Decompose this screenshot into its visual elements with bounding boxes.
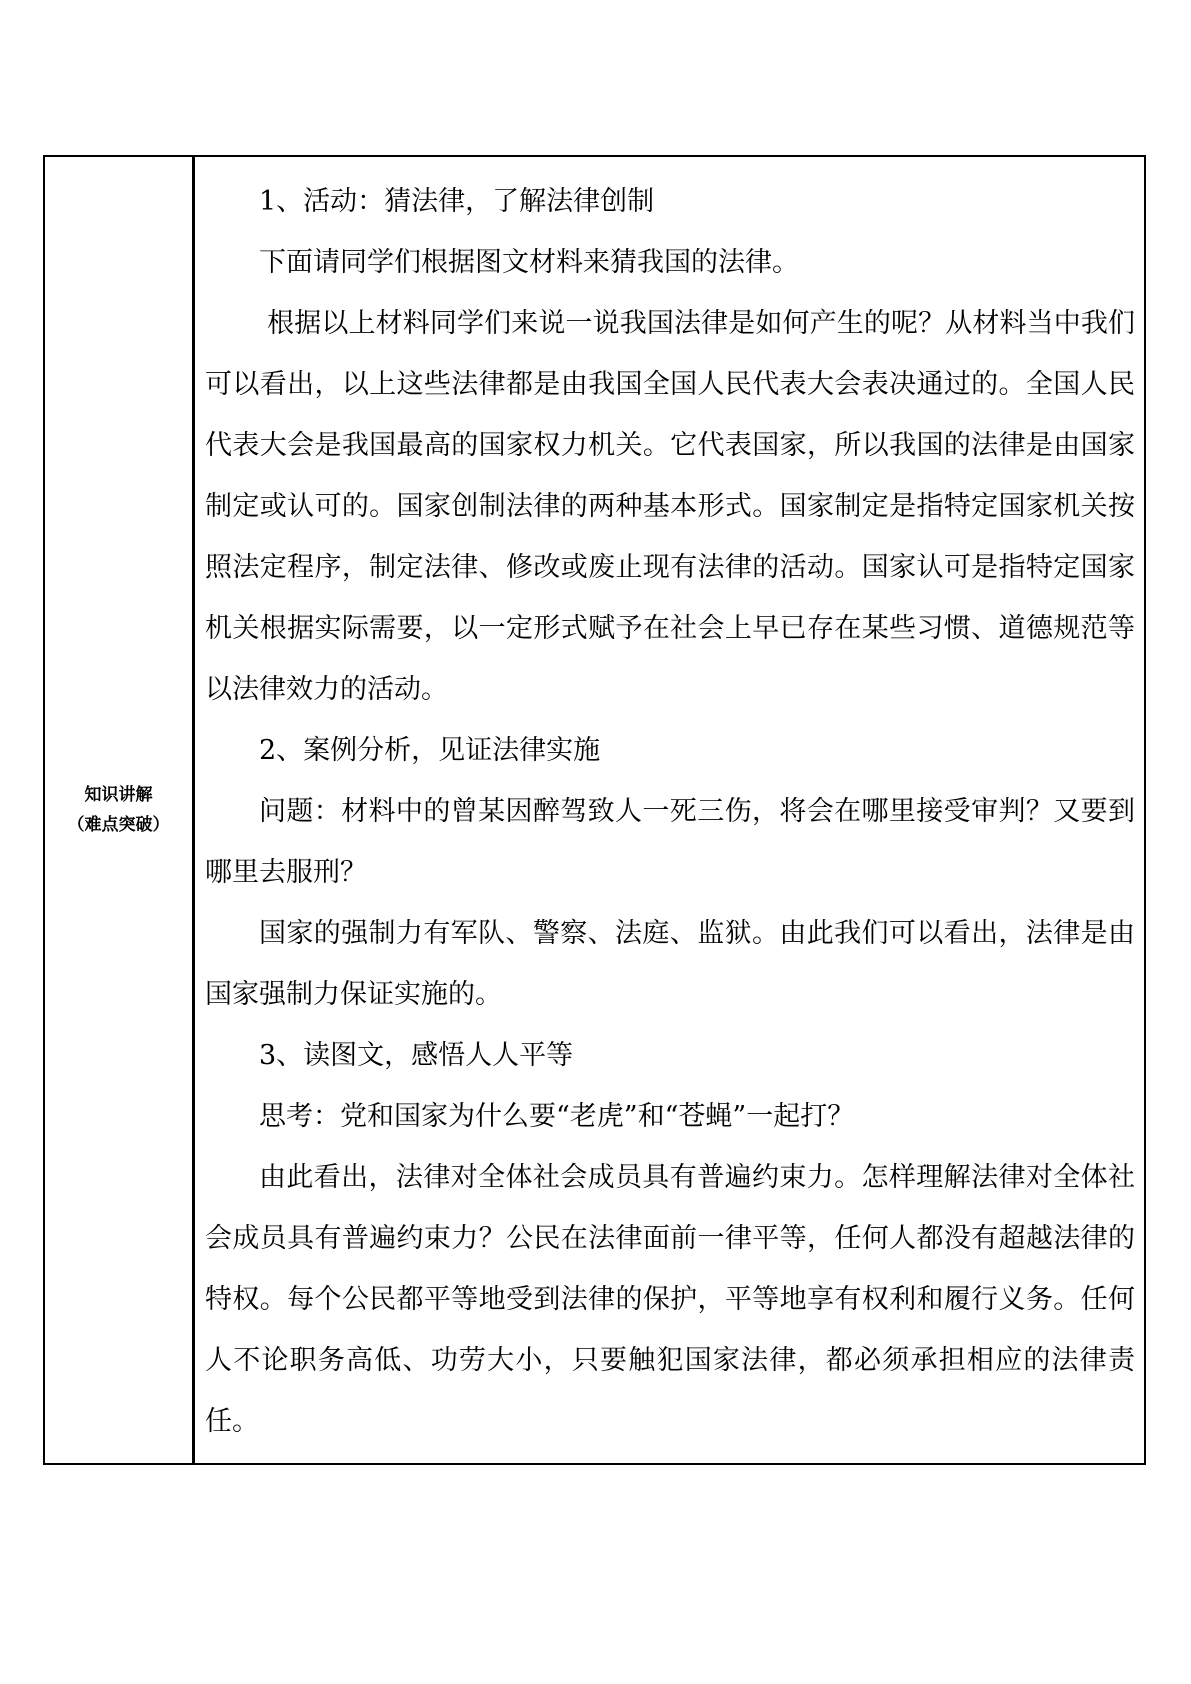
activity-3-question: 思考：党和国家为什么要“老虎”和“苍蝇”一起打？ [259, 1101, 855, 1132]
column-divider [192, 157, 195, 1463]
content-cell [205, 171, 1135, 1452]
activity-1-heading: 1、活动：猜法律，了解法律创制 [259, 186, 655, 217]
row-label-line1: 知识讲解 [84, 785, 153, 805]
activity-2-explanation: 国家的强制力有军队、警察、法庭、监狱。由此我们可以看出，法律是由国家强制力保证实施的。 [205, 918, 1135, 1010]
lesson-table [43, 155, 1146, 1465]
activity-3-heading: 3、读图文，感悟人人平等 [259, 1040, 574, 1071]
row-label-line2: （难点突破） [67, 815, 170, 835]
activity-2-question: 问题：材料中的曾某因醉驾致人一死三伤，将会在哪里接受审判？又要到哪里去服刑？ [205, 796, 1135, 888]
activity-1-instruction: 下面请同学们根据图文材料来猜我国的法律。 [259, 247, 799, 278]
activity-2-heading: 2、案例分析，见证法律实施 [259, 735, 601, 766]
activity-1-explanation: 根据以上材料同学们来说一说我国法律是如何产生的呢？从材料当中我们可以看出，以上这些法律都是由我国全国人民代表大会表决通过的。全国人民代表大会是我国最高的国家权力机关。它代表国家，所以我国的法律是由国家制定或认可的。国家创制法律的两种基本形式。国家制定是指特定国家机关按照法定程序，制定法律、修改或废止现有法律的活动。国家认可是指特定国家机关根据实际需要，以一定形式赋予在社会上早已存在某些习惯、道德规范等以法律效力的活动。 [205, 308, 1135, 705]
activity-3-explanation: 由此看出，法律对全体社会成员具有普遍约束力。怎样理解法律对全体社会成员具有普遍约束力？公民在法律面前一律平等，任何人都没有超越法律的特权。每个公民都平等地受到法律的保护，平等地享有权利和履行义务。任何人不论职务高低、功劳大小，只要触犯国家法律，都必须承担相应的法律责任。 [205, 1162, 1135, 1437]
row-label-cell [45, 157, 192, 1463]
